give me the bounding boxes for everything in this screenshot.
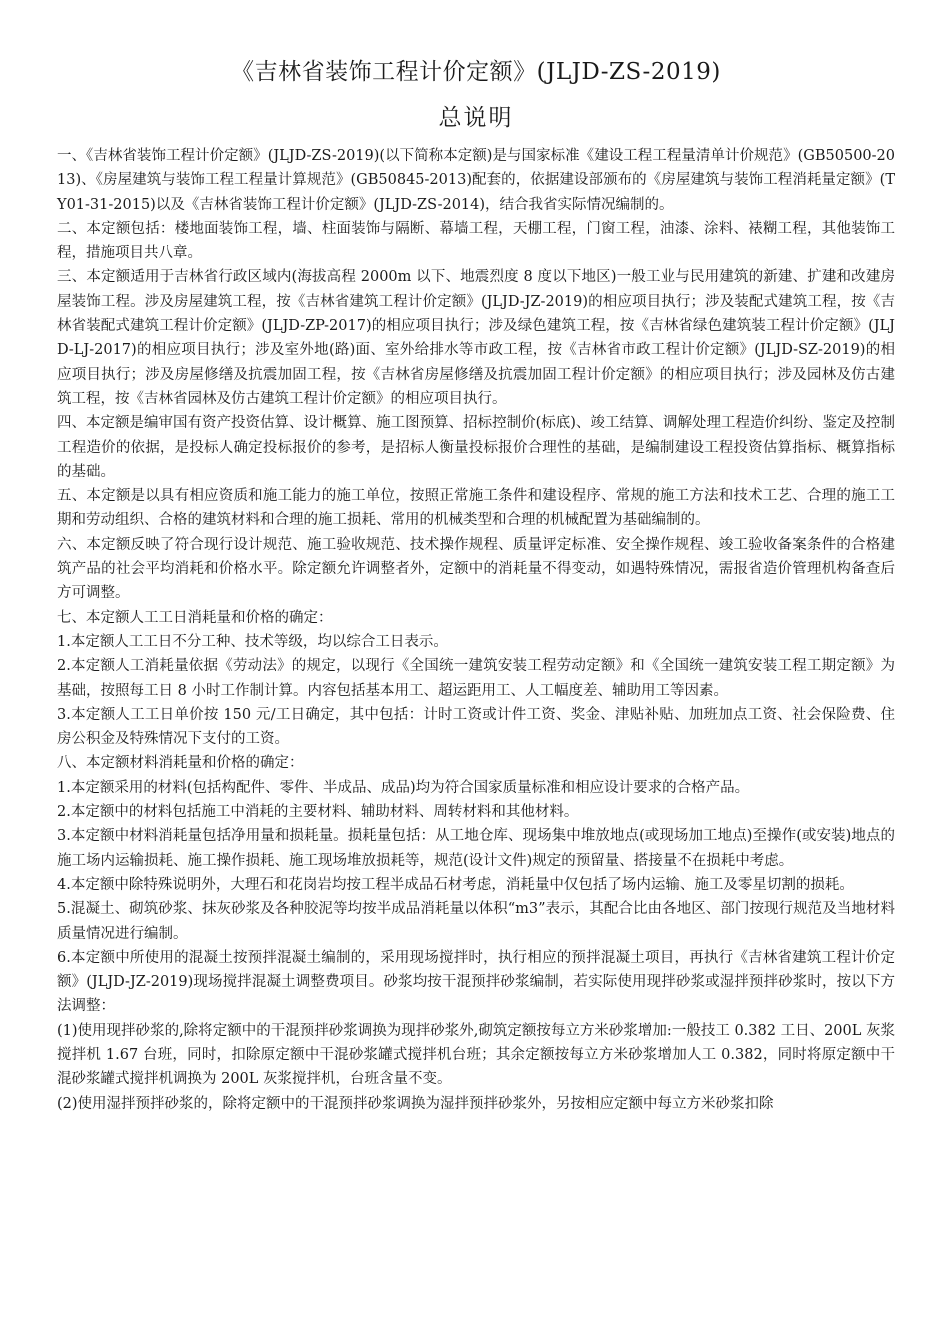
section-heading: 八、本定额材料消耗量和价格的确定：	[57, 755, 304, 772]
paragraph: 二、本定额包括：楼地面装饰工程，墙、柱面装饰与隔断、幕墙工程，天棚工程，门窗工程，油漆、涂料、裱糊工程，其他装饰工程，措施项目共八章。	[57, 220, 895, 262]
list-item: 4.本定额中除特殊说明外，大理石和花岗岩均按工程半成品石材考虑，消耗量中仅包括了场内运输、施工及零星切割的损耗。	[57, 876, 854, 893]
list-item: 2.本定额人工消耗量依据《劳动法》的规定，以现行《全国统一建筑安装工程劳动定额》和《全国统一建筑安装工程工期定额》为基础，按照每工日 8 小时工作制计算。内容包括基本用工、超运距用工、人工幅度差、辅助用工等因素。	[57, 658, 895, 699]
section-heading: 七、本定额人工工日消耗量和价格的确定：	[57, 609, 333, 626]
paragraph: 四、本定额是编审国有资产投资估算、设计概算、施工图预算、招标控制价(标底)、竣工结算、调解处理工程造价纠纷、鉴定及控制工程造价的依据，是投标人确定投标报价的参考，是招标人衡量投标报价合理性的基础，是编制建设工程投资估算指标、概算指标的基础。	[57, 415, 895, 480]
paragraph: 六、本定额反映了符合现行设计规范、施工验收规范、技术操作规程、质量评定标准、安全操作规程、竣工验收备案条件的合格建筑产品的社会平均消耗和价格水平。除定额允许调整者外，定额中的消耗量不得变动，如遇特殊情况，需报省造价管理机构备查后方可调整。	[57, 536, 895, 602]
list-item: 5.混凝土、砌筑砂浆、抹灰砂浆及各种胶泥等均按半成品消耗量以体积“m3”表示，其配合比由各地区、部门按现行规范及当地材料质量情况进行编制。	[57, 901, 895, 942]
list-item: 3.本定额人工工日单价按 150 元/工日确定，其中包括：计时工资或计件工资、奖金、津贴补贴、加班加点工资、社会保险费、住房公积金及特殊情况下支付的工资。	[57, 706, 895, 748]
paragraph: 一、《吉林省装饰工程计价定额》(JLJD-ZS-2019)(以下简称本定额)是与国家标准《建设工程工程量清单计价规范》(GB50500-2013)、《房屋建筑与装饰工程工程量计算规范》(GB50845-2013)配套的，依据建设部颁布的《房屋建筑与装饰工程消耗量定额》(TY01-31-2015)以及《吉林省装饰工程计价定额》(JLJD-ZS-2014)，结合我省实际情况编制的。	[57, 148, 895, 213]
paragraph: 五、本定额是以具有相应资质和施工能力的施工单位，按照正常施工条件和建设程序、常规的施工方法和技术工艺、合理的施工工期和劳动组织、合格的建筑材料和合理的施工损耗、常用的机械类型和合理的机械配置为基础编制的。	[57, 488, 895, 529]
paragraph: 三、本定额适用于吉林省行政区域内(海拔高程 2000m 以下、地震烈度 8 度以下地区)一般工业与民用建筑的新建、扩建和改建房屋装饰工程。涉及房屋建筑工程，按《吉林省建筑工程计价定额》(JLJD-JZ-2019)的相应项目执行；涉及装配式建筑工程，按《吉林省装配式建筑工程计价定额》(JLJD-ZP-2017)的相应项目执行；涉及绿色建筑工程，按《吉林省绿色建筑装工程计价定额》(JLJD-LJ-2017)的相应项目执行；涉及室外地(路)面、室外给排水等市政工程，按《吉林省市政工程计价定额》(JLJD-SZ-2019)的相应项目执行；涉及房屋修缮及抗震加固工程，按《吉林省房屋修缮及抗震加固工程计价定额》的相应项目执行；涉及园林及仿古建筑工程，按《吉林省园林及仿古建筑工程计价定额》的相应项目执行。	[57, 269, 895, 407]
list-item: 2.本定额中的材料包括施工中消耗的主要材料、辅助材料、周转材料和其他材料。	[57, 804, 579, 821]
sub-list-item: (2)使用湿拌预拌砂浆的，除将定额中的干混预拌砂浆调换为湿拌预拌砂浆外，另按相应定额中每立方米砂浆扣除	[57, 1095, 774, 1112]
list-item: 1.本定额采用的材料(包括构配件、零件、半成品、成品)均为符合国家质量标准和相应设计要求的合格产品。	[57, 779, 750, 796]
document-subtitle: 总说明	[438, 105, 514, 131]
list-item: 6.本定额中所使用的混凝土按预拌混凝土编制的，采用现场搅拌时，执行相应的预拌混凝土项目，再执行《吉林省建筑工程计价定额》(JLJD-JZ-2019)现场搅拌混凝土调整费项目。砂浆均按干混预拌砂浆编制，若实际使用现拌砂浆或湿拌预拌砂浆时，按以下方法调整：	[57, 949, 895, 1015]
sub-list-item: (1)使用现拌砂浆的,除将定额中的干混预拌砂浆调换为现拌砂浆外,砌筑定额按每立方米砂浆增加:一般技工 0.382 工日、200L 灰浆搅拌机 1.67 台班，同时，扣除原定额中干混砂浆罐式搅拌机台班；其余定额按每立方米砂浆增加人工 0.382，同时将原定额中干混砂浆罐式搅拌机调换为 200L 灰浆搅拌机，台班含量不变。	[57, 1022, 895, 1088]
document-title: 《吉林省装饰工程计价定额》(JLJD-ZS-2019)	[231, 59, 721, 85]
list-item: 1.本定额人工工日不分工种、技术等级，均以综合工日表示。	[57, 633, 448, 650]
document-body	[57, 144, 895, 1116]
list-item: 3.本定额中材料消耗量包括净用量和损耗量。损耗量包括：从工地仓库、现场集中堆放地点(或现场加工地点)至操作(或安装)地点的施工场内运输损耗、施工操作损耗、施工现场堆放损耗等，规范(设计文件)规定的预留量、搭接量不在损耗中考虑。	[57, 828, 895, 869]
